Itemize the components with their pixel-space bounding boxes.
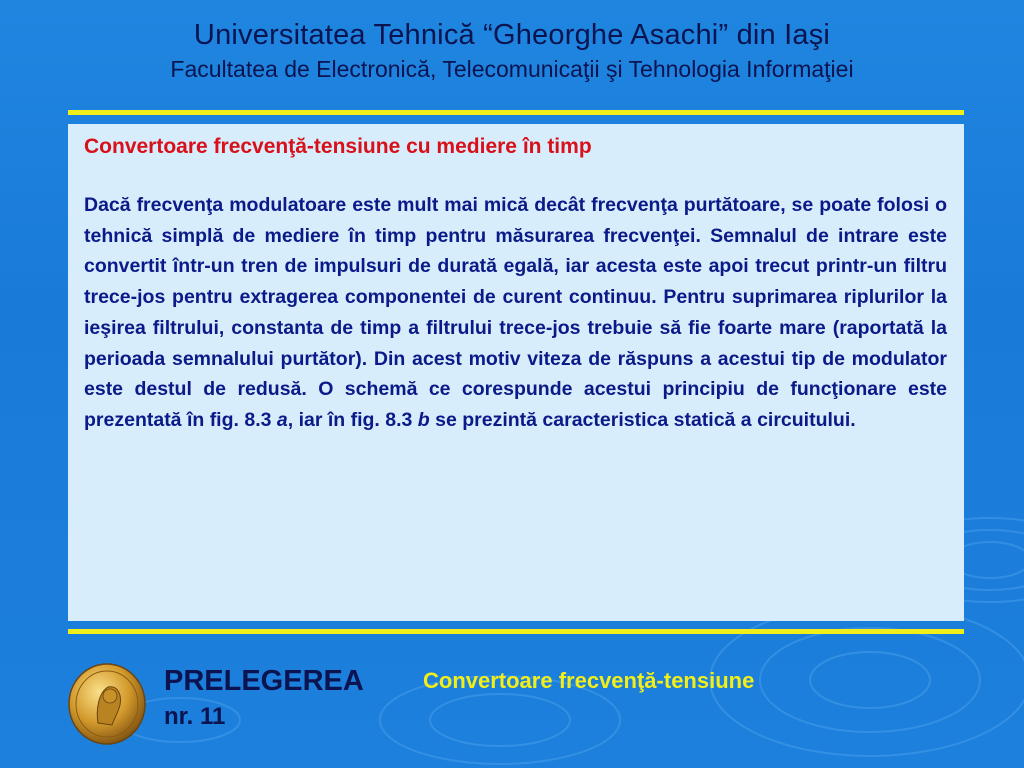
- lecture-label: [164, 664, 364, 732]
- medal-icon: [68, 663, 146, 745]
- paragraph-text-middle: , iar în fig. 8.3: [287, 408, 418, 431]
- lecture-title: PRELEGEREA: [164, 665, 364, 697]
- university-name: Universitatea Tehnică “Gheorghe Asachi” din Iaşi: [193, 19, 831, 51]
- paragraph-text: Dacă frecvenţa modulatoare este mult mai mică decât frecvenţa purtătoare, se poate folosi o tehnică simplă de mediere în timp pentru măsurarea frecvenţei. Semnalul de intrare este convertit într-un tren de impulsuri de durată egală, iar acesta este apoi trecut printr-un filtru trece-jos pentru extragerea componentei de curent continuu. Pentru suprimarea riplurilor la ieşirea filtrului, constanta de timp a filtrului trece-jos trebuie să fie foarte mare (raportată la perioada semnalului purtător). Din acest motiv viteza de răspuns a acestui tip de modulator este destul de redusă. O schemă ce corespunde acestui principiu de funcţionare este prezentată în fig. 8.3: [84, 194, 947, 431]
- figure-ref-a: a: [276, 408, 288, 431]
- content-panel: [68, 124, 964, 621]
- top-divider: [68, 110, 964, 115]
- lecture-topic: Convertoare frecvenţă-tensiune: [423, 668, 755, 693]
- faculty-name: Facultatea de Electronică, Telecomunicaţii şi Tehnologia Informaţiei: [170, 56, 854, 82]
- slide-title: Convertoare frecvenţă-tensiune cu mediere în timp: [84, 135, 592, 158]
- figure-ref-b: b: [417, 408, 430, 431]
- bottom-divider: [68, 629, 964, 634]
- paragraph-text-end: se prezintă caracteristica statică a circuitului.: [429, 408, 856, 431]
- slide-header: [0, 18, 1024, 84]
- lecture-number: nr. 11: [164, 703, 226, 730]
- body-paragraph: [84, 190, 947, 436]
